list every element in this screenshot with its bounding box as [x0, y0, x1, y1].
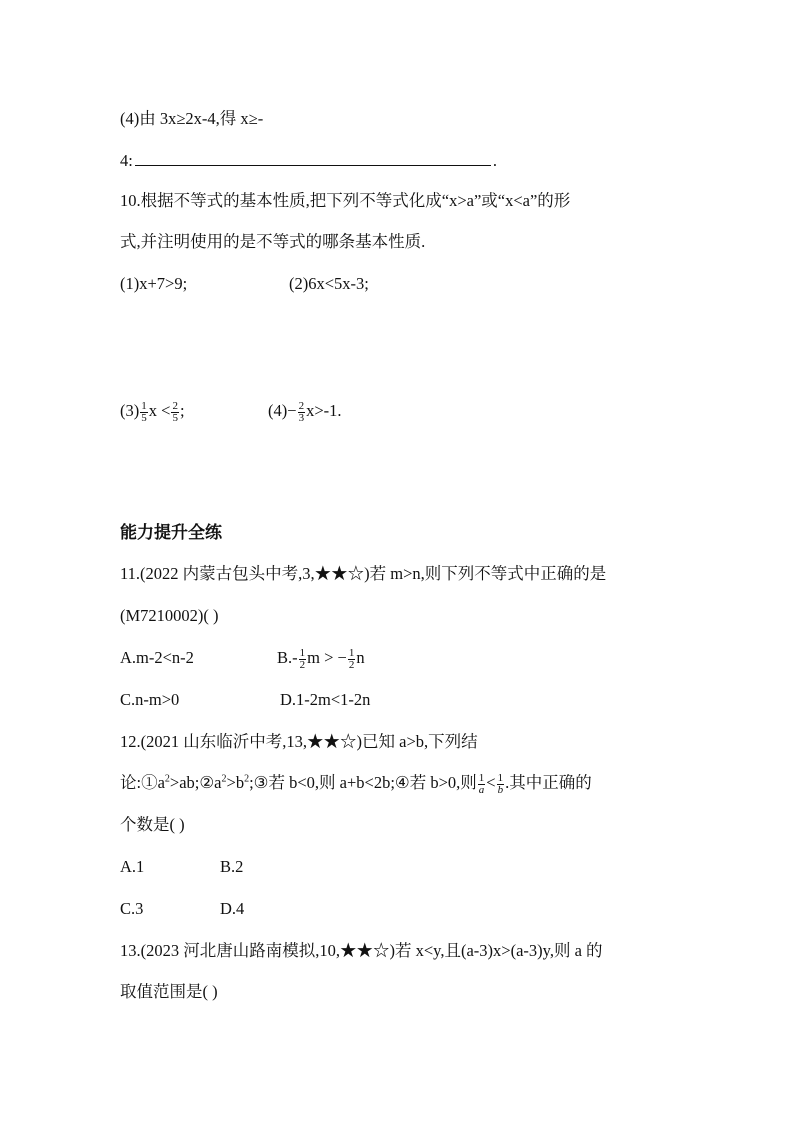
q11-option-b — [277, 647, 365, 671]
denominator: 3 — [298, 411, 305, 424]
q10-part3-mid: x < — [148, 401, 171, 420]
denominator: 2 — [299, 658, 306, 671]
fraction — [298, 401, 306, 424]
q11-stem-line1: 11.(2022 内蒙古包头中考,3,★★☆)若 m>n,则下列不等式中正确的是 — [120, 564, 607, 583]
fraction — [140, 401, 148, 424]
q13-stem-line1: 13.(2023 河北唐山路南模拟,10,★★☆)若 x<y,且(a-3)x>(a-3)y,则 a 的 — [120, 941, 603, 960]
numerator: 1 — [299, 646, 306, 659]
q9-part4-prefix: 4: — [120, 151, 133, 170]
q11-option-a: A.m-2<n-2 — [120, 648, 194, 667]
superscript: 2 — [221, 773, 227, 785]
numerator: 1 — [497, 771, 504, 784]
q12-text-e: .其中正确的 — [505, 773, 592, 792]
q11-option-d: D.1-2m<1-2n — [280, 690, 371, 709]
q13-stem-line2: 取值范围是( ) — [120, 982, 218, 1001]
superscript: 2 — [164, 773, 170, 785]
q12-stem-line2 — [120, 772, 592, 796]
q12-text-c: >b — [226, 773, 245, 792]
q10-part4-label: (4) — [268, 401, 288, 420]
q10-part4-minus: − — [287, 401, 297, 420]
fraction — [348, 648, 356, 671]
q10-part4 — [268, 400, 342, 424]
fraction — [299, 648, 307, 671]
q10-stem-line2: 式,并注明使用的是不等式的哪条基本性质. — [120, 232, 426, 251]
q12-option-b: B.2 — [220, 857, 244, 876]
q9-part4-end: . — [492, 151, 497, 170]
q11-stem-line2: (M7210002)( ) — [120, 606, 219, 625]
denominator: 5 — [172, 411, 178, 424]
numerator: 2 — [172, 399, 178, 412]
denominator: b — [497, 783, 504, 796]
q10-part1: (1)x+7>9; — [120, 274, 188, 293]
q11-option-b-end: n — [356, 648, 365, 667]
q11-option-c: C.n-m>0 — [120, 690, 180, 709]
q12-stem-line3: 个数是( ) — [120, 815, 185, 834]
denominator: a — [478, 783, 485, 796]
q10-part3 — [120, 400, 185, 424]
q10-part3-label: (3) — [120, 401, 140, 420]
q10-stem-line1: 10.根据不等式的基本性质,把下列不等式化成“x>a”或“x<a”的形 — [120, 191, 571, 210]
superscript: 2 — [244, 773, 250, 785]
q10-part3-end: ; — [179, 401, 185, 420]
less-than: < — [486, 773, 496, 792]
q11-option-b-prefix: B.- — [277, 648, 298, 667]
q12-text-a: 论:①a — [120, 773, 165, 792]
q12-option-d: D.4 — [220, 899, 245, 918]
q12-text-b: >ab;②a — [169, 773, 222, 792]
q10-part4-end: x>-1. — [306, 401, 342, 420]
q12-option-a: A.1 — [120, 857, 145, 876]
q9-part4-answer-line — [120, 150, 497, 172]
q9-part4-line1: (4)由 3x≥2x-4,得 x≥- — [120, 109, 264, 128]
denominator: 2 — [348, 658, 355, 671]
section-title: 能力提升全练 — [120, 523, 222, 543]
fraction — [171, 401, 179, 424]
numerator: 1 — [141, 399, 147, 412]
q12-stem-line1: 12.(2021 山东临沂中考,13,★★☆)已知 a>b,下列结 — [120, 732, 478, 751]
numerator: 2 — [298, 399, 305, 412]
numerator: 1 — [478, 771, 485, 784]
q10-part2: (2)6x<5x-3; — [289, 274, 369, 293]
fraction — [497, 773, 505, 796]
q12-option-c: C.3 — [120, 899, 144, 918]
fraction — [478, 773, 486, 796]
q11-option-b-mid: m > − — [307, 648, 347, 667]
q12-text-d: ;③若 b<0,则 a+b<2b;④若 b>0,则 — [249, 773, 477, 792]
answer-blank[interactable] — [135, 150, 491, 166]
denominator: 5 — [141, 411, 147, 424]
numerator: 1 — [348, 646, 355, 659]
